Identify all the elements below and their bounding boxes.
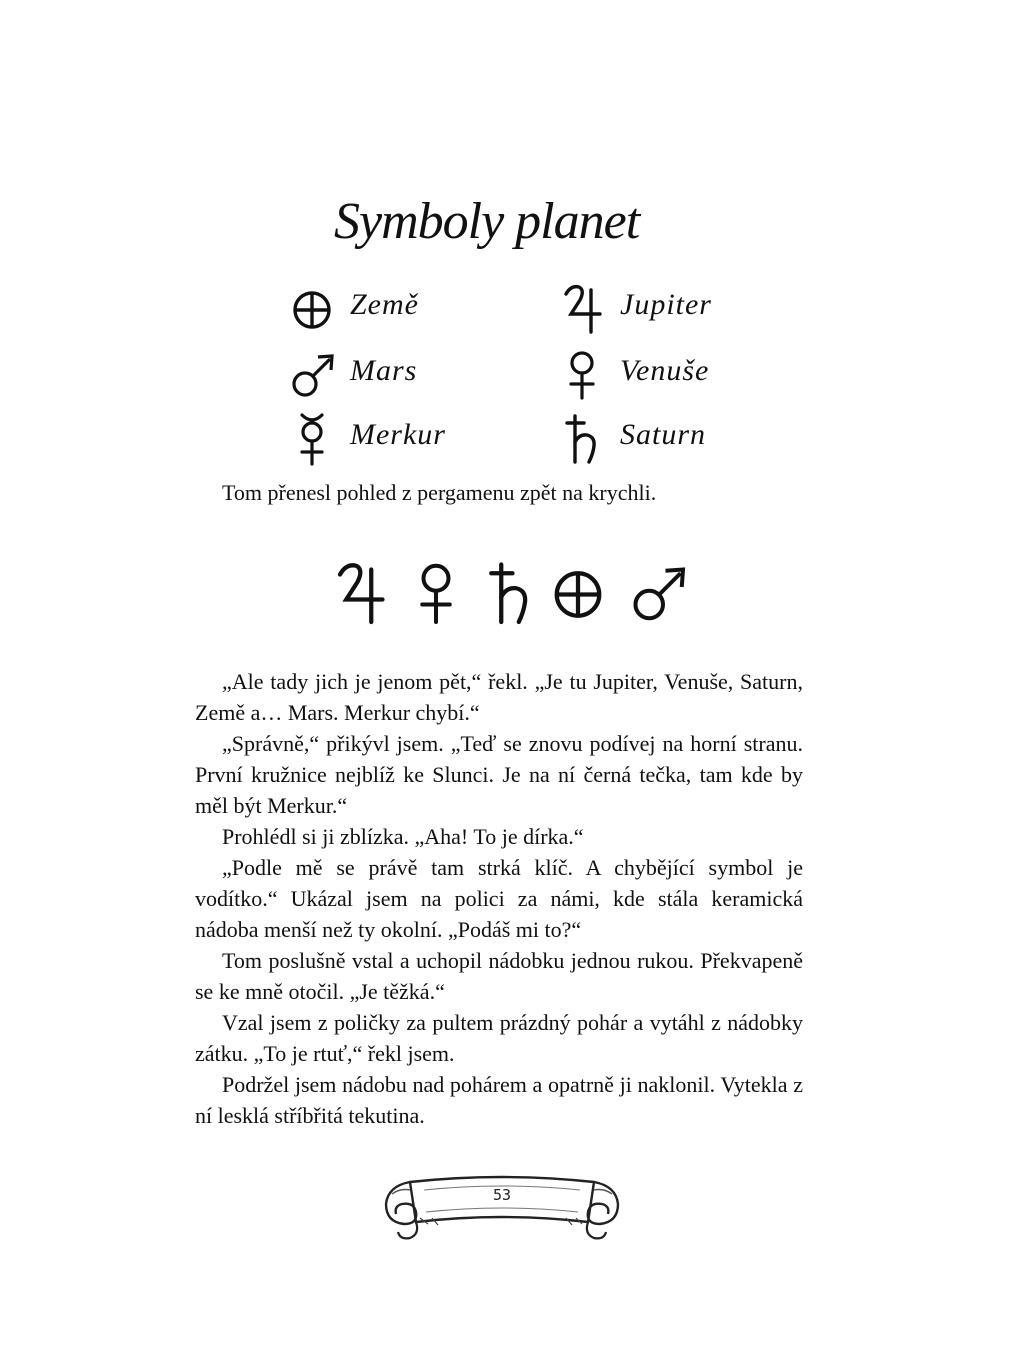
saturn-symbol-icon xyxy=(558,410,606,466)
legend-name-venus: Venuše xyxy=(620,354,710,387)
saturn-symbol-icon xyxy=(480,556,540,628)
mars-symbol-icon xyxy=(628,556,688,628)
cube-symbol-sequence xyxy=(330,556,700,628)
page-footer xyxy=(380,1168,624,1244)
jupiter-symbol-icon xyxy=(558,280,606,336)
paragraph: Prohlédl si ji zblízka. „Aha! To je dírka.“ xyxy=(222,824,584,849)
earth-symbol-icon xyxy=(548,556,608,628)
legend-name-earth: Země xyxy=(350,288,419,321)
legend-title: Symboly planet xyxy=(334,193,640,250)
legend-name-mercury: Merkur xyxy=(350,418,446,451)
legend-name-mars: Mars xyxy=(350,354,418,387)
legend-name-saturn: Saturn xyxy=(620,418,707,451)
scroll-banner-icon xyxy=(380,1168,624,1244)
paragraph: Vzal jsem z poličky za pultem prázdný pohár a vytáhl z nádobky zátku. „To je rtuť,“ řekl jsem. xyxy=(195,1010,803,1066)
page-number: 53 xyxy=(492,1186,512,1204)
lead-sentence: Tom přenesl pohled z pergamenu zpět na krychli. xyxy=(222,480,657,505)
venus-symbol-icon xyxy=(558,346,606,402)
paragraph: Podržel jsem nádobu nad pohárem a opatrně ji naklonil. Vytekla z ní lesklá stříbřitá tekutina. xyxy=(195,1072,803,1128)
legend-name-jupiter: Jupiter xyxy=(620,288,712,321)
paragraph: „Ale tady jich je jenom pět,“ řekl. „Je tu Jupiter, Venuše, Saturn, Země a… Mars. Merkur chybí.“ xyxy=(195,669,803,725)
paragraph: „Podle mě se právě tam strká klíč. A chybějící symbol je vodítko.“ Ukázal jsem na polici za námi, kde stála keramická nádoba menší než ty okolní. „Podáš mi to?“ xyxy=(195,855,803,942)
mars-symbol-icon xyxy=(288,346,336,402)
earth-symbol-icon xyxy=(288,280,336,336)
paragraph: „Správně,“ přikývl jsem. „Teď se znovu podívej na horní stranu. První kružnice nejblíž ke Slunci. Je na ní černá tečka, tam kde by měl být Merkur.“ xyxy=(195,731,803,818)
venus-symbol-icon xyxy=(406,556,466,628)
jupiter-symbol-icon xyxy=(330,556,390,628)
paragraph: Tom poslušně vstal a uchopil nádobku jednou rukou. Překvapeně se ke mně otočil. „Je těžká.“ xyxy=(195,948,803,1004)
mercury-symbol-icon xyxy=(288,410,336,466)
body-text xyxy=(195,666,803,1131)
